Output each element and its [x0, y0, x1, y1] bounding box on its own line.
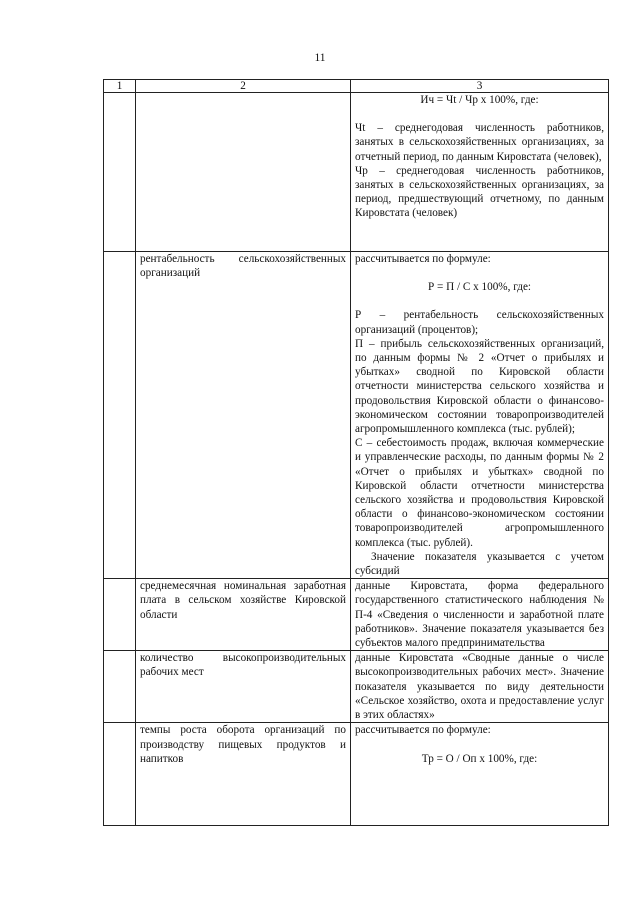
column-header: 3 — [351, 80, 609, 93]
indicator-cell: темпы роста оборота организаций по производству пищевых продуктов и напитков — [136, 723, 351, 826]
row-number-cell — [104, 93, 136, 252]
row-number-cell — [104, 651, 136, 723]
row-number-cell — [104, 723, 136, 826]
note: Значение показателя указывается с учетом субсидий — [355, 550, 604, 578]
row-number-cell — [104, 579, 136, 651]
table-row — [104, 651, 609, 723]
column-header: 2 — [136, 80, 351, 93]
formula: Тр = О / Оп x 100%, где: — [421, 752, 538, 765]
indicator-cell: среднемесячная номинальная заработная плата в сельском хозяйстве Кировской области — [136, 579, 351, 651]
table-header-row — [104, 80, 609, 93]
formula-intro: рассчитывается по формуле: — [355, 724, 491, 737]
method-cell: данные Кировстата «Сводные данные о числе высокопроизводительных рабочих мест». Значение показателя указывается по виду деятельности «Сельское хозяйство, охота и предоставление услуг в этих областях» — [351, 651, 609, 723]
formula: Р = П / С x 100%, где: — [427, 281, 532, 294]
variable-definition: П – прибыль сельскохозяйственных организаций, по данным формы № 2 «Отчет о прибылях и убытках» сводной по Кировской области отчетности министерства сельского хозяйства и продовольствия Кировской области о финансово-экономическом состоянии товаропроизводителей агропромышленного комплекса (тыс. рублей); — [355, 337, 604, 436]
indicators-table — [103, 79, 609, 826]
column-header: 1 — [104, 80, 136, 93]
indicator-cell: количество высокопроизводительных рабочих мест — [136, 651, 351, 723]
indicator-cell — [136, 93, 351, 252]
row-number-cell — [104, 252, 136, 579]
method-cell — [351, 252, 609, 579]
table-row — [104, 723, 609, 826]
method-cell: данные Кировстата, форма федерального государственного статистического наблюдения № П-4 «Сведения о численности и заработной плате работников». Значение показателя указывается без субъектов малого предпринимательства — [351, 579, 609, 651]
formula: Ич = Чt / Чр x 100%, где: — [420, 94, 539, 106]
method-cell — [351, 723, 609, 826]
variable-definition: Чр – среднегодовая численность работников, занятых в сельскохозяйственных организациях, за период, предшествующий отчетному, по данным Кировстата (человек) — [355, 164, 604, 220]
page-number: 11 — [314, 52, 326, 64]
formula-intro: рассчитывается по формуле: — [355, 253, 491, 265]
table-row — [104, 93, 609, 252]
table-row — [104, 252, 609, 579]
indicator-cell: рентабельность сельскохозяйственных организаций — [136, 252, 351, 579]
variable-definition: Р – рентабельность сельскохозяйственных организаций (процентов); — [355, 309, 604, 336]
table-row — [104, 579, 609, 651]
variable-definition: Чt – среднегодовая численность работников, занятых в сельскохозяйственных организациях, за отчетный период, по данным Кировстата (человек), — [355, 122, 604, 163]
variable-definition: С – себестоимость продаж, включая коммерческие и управленческие расходы, по данным формы № 2 «Отчет о прибылях и убытках» сводной по Кировской области отчетности министерства сельского хозяйства и продовольствия Кировской области о финансово-экономическом состоянии товаропроизводителей агропромышленного комплекса (тыс. рублей). — [355, 437, 604, 549]
method-cell — [351, 93, 609, 252]
